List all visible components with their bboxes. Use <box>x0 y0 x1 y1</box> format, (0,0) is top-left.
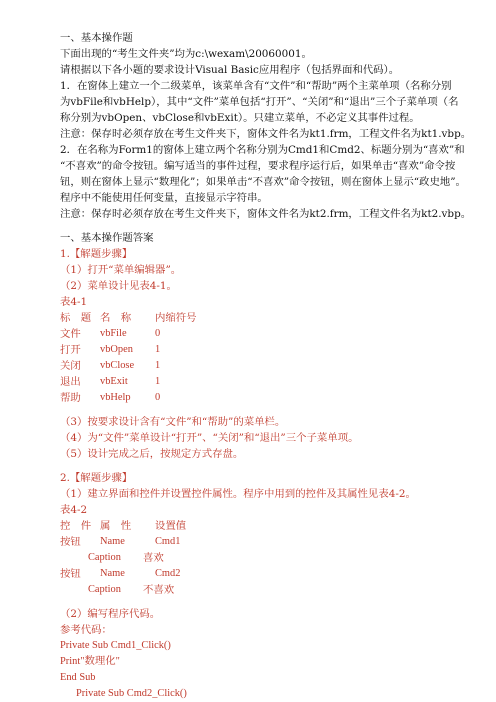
table-cell: vbExit <box>100 376 128 387</box>
table-row <box>60 374 466 390</box>
table-cell: Caption <box>88 584 121 595</box>
intro-line: 请根据以下各小题的要求设计Visual Basic应用程序（包括界面和代码）。 <box>60 64 400 76</box>
answer-1-step: （3）按要求设计含有“文件”和“帮助”的菜单栏。 <box>60 416 286 428</box>
table-cell: 不喜欢 <box>143 584 175 596</box>
answer-1-step: （5）设计完成之后，按规定方式存盘。 <box>60 448 244 460</box>
table-row <box>60 582 466 598</box>
table-cell: 1 <box>155 360 161 371</box>
table-cell: vbHelp <box>100 392 131 403</box>
table-cell: 0 <box>155 392 161 403</box>
table-cell: vbClose <box>100 360 135 371</box>
table-header-cell: 标 题 <box>60 312 92 324</box>
table-cell: 退出 <box>60 376 81 388</box>
table-row <box>60 390 466 406</box>
table-row <box>60 566 466 582</box>
table-cell: vbFile <box>100 328 127 339</box>
table-4-2-header <box>60 518 466 534</box>
question-2-line: 2．在名称为Form1的窗体上建立两个名称分别为Cmd1和Cmd2、标题分别为“喜欢”和 <box>60 144 465 156</box>
table-header-cell: 设置值 <box>155 520 187 532</box>
table-header-cell: 控 件 <box>60 520 92 532</box>
code-line: Private Sub Cmd2_Click() <box>76 688 187 699</box>
answer-2-step: （2）编写程序代码。 <box>60 608 161 620</box>
table-cell: Cmd1 <box>155 536 181 547</box>
table-row <box>60 326 466 342</box>
answer-1-step: （2）菜单设计见表4-1。 <box>60 280 177 292</box>
intro-line: 下面出现的“考生文件夹”均为c:\wexam\20060001。 <box>60 48 312 60</box>
code-line: End Sub <box>60 672 96 683</box>
question-2-line: “不喜欢”的命令按钮。编写适当的事件过程，要求程序运行后，如果单击“喜欢”命令按 <box>60 160 456 172</box>
question-1-note: 注意：保存时必须存放在考生文件夹下，窗体文件名为kt1.frm，工程文件名为kt1.vbp。 <box>60 128 472 140</box>
table-row <box>60 358 466 374</box>
table-cell: 1 <box>155 376 161 387</box>
table-header-cell: 属 性 <box>100 520 132 532</box>
answer-2-step-title: 2.【解题步骤】 <box>60 472 133 484</box>
table-cell: Name <box>100 568 125 579</box>
table-4-2-label: 表4-2 <box>60 504 88 516</box>
code-line: Private Sub Cmd1_Click() <box>60 640 171 651</box>
question-1-line: 为vbFile和vbHelp），其中“文件”菜单包括“打开”、“关闭”和“退出”三个子菜单项（名 <box>60 96 459 108</box>
table-header-cell: 内缩符号 <box>155 312 197 324</box>
table-cell: 打开 <box>60 344 81 356</box>
code-line: Print"数理化" <box>60 656 120 667</box>
question-2-note: 注意：保存时必须存放在考生文件夹下，窗体文件名为kt2.frm，工程文件名为kt2.vbp。 <box>60 208 472 220</box>
table-cell: vbOpen <box>100 344 133 355</box>
table-cell: 文件 <box>60 328 81 340</box>
question-1-line: 1．在窗体上建立一个二级菜单，该菜单含有“文件”和“帮助”两个主菜单项（名称分别 <box>60 80 452 92</box>
table-cell: 1 <box>155 344 161 355</box>
table-header-cell: 名 称 <box>100 312 132 324</box>
table-4-1-label: 表4-1 <box>60 296 88 308</box>
table-cell: 0 <box>155 328 161 339</box>
table-4-1-header <box>60 310 466 326</box>
question-1-line: 称分别为vbOpen、vbClose和vbExit）。只建立菜单，不必定义其事件过程。 <box>60 112 420 124</box>
reference-code-label: 参考代码： <box>60 624 112 636</box>
answers-heading: 一、基本操作题答案 <box>60 232 154 244</box>
section-heading: 一、基本操作题 <box>60 32 133 44</box>
table-cell: 帮助 <box>60 392 81 404</box>
table-row <box>60 550 466 566</box>
answer-1-step: （1）打开“菜单编辑器”。 <box>60 264 182 276</box>
table-row <box>60 534 466 550</box>
table-cell: 按钮 <box>60 568 81 580</box>
table-cell: 关闭 <box>60 360 81 372</box>
table-cell: Name <box>100 536 125 547</box>
answer-1-step: （4）为“文件”菜单设计“打开”、“关闭”和“退出”三个子菜单项。 <box>60 432 359 444</box>
question-2-line: 程序中不能使用任何变量，直接显示字符串。 <box>60 192 268 204</box>
table-cell: 喜欢 <box>143 552 164 564</box>
table-cell: Caption <box>88 552 121 563</box>
answer-1-step-title: 1.【解题步骤】 <box>60 248 133 260</box>
question-2-line: 钮，则在窗体上显示“数理化”；如果单击“不喜欢”命令按钮，则在窗体上显示“政史地”。 <box>60 176 466 188</box>
table-cell: Cmd2 <box>155 568 181 579</box>
answer-2-step: （1）建立界面和控件并设置控件属性。程序中用到的控件及其属性见表4-2。 <box>60 488 416 500</box>
table-cell: 按钮 <box>60 536 81 548</box>
table-row <box>60 342 466 358</box>
